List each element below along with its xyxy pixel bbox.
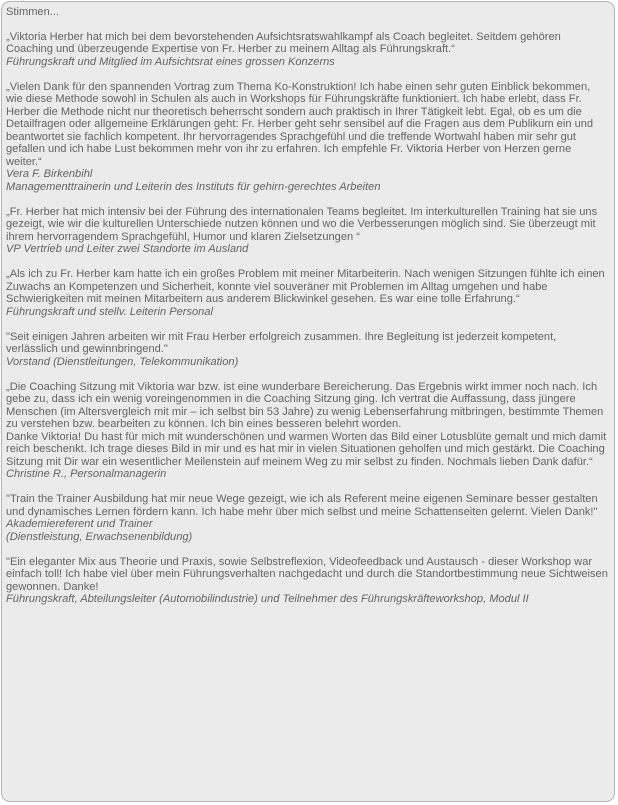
testimonial-8 <box>6 556 608 606</box>
testimonial-author: Vorstand (Dienstleitungen, Telekommunikation) <box>6 355 239 368</box>
testimonial-author-role: Managementtrainerin und Leiterin des Instituts für gehirn-gerechtes Arbeiten <box>6 180 381 193</box>
testimonial-author-detail: (Dienstleistung, Erwachsenenbildung) <box>6 530 193 543</box>
testimonial-4 <box>6 268 608 318</box>
testimonial-author: VP Vertrieb und Leiter zwei Standorte im Ausland <box>6 243 249 255</box>
testimonial-author: Christine R., Personalmanagerin <box>6 468 167 480</box>
testimonial-author: Führungskraft und stellv. Leiterin Personal <box>6 305 213 318</box>
testimonial-author: Vera F. Birkenbihl <box>6 168 93 180</box>
testimonial-quote: „Vielen Dank für den spannenden Vortrag zum Thema Ko-Konstruktion! Ich habe einen sehr guten Einblick bekommen, wie diese Methode sowohl in Schulen als auch in Workshops für Führungskräfte funktioniert. Ich habe erlebt, dass Fr. Herber die Methode nicht nur theoretisch beherrscht sondern auch praktisch in Ihrer Tätigkeit lebt. Egal, ob es um die Detailfragen oder allgemeine Erklärungen geht: Fr. Herber geht sehr sensibel auf die Fragen aus dem Publikum ein und beantwortet sie fachlich kompetent. Ihr hervorragendes Sprachgefühl und die treffende Wortwahl haben mir sehr gut gefallen und ich habe Lust bekommen mehr von ihr zu erfahren. Ich empfehle Fr. Viktoria Herber von Herzen gerne weiter.“ <box>6 80 594 168</box>
testimonial-7 <box>6 493 608 543</box>
testimonial-5 <box>6 331 608 369</box>
testimonial-quote: „Fr. Herber hat mich intensiv bei der Führung des internationalen Teams begleitet. Im interkulturellen Training hat sie uns gezeigt, wie wir die kulturellen Unterschiede nutzen können und wo die Verbesserungen möglich sind. Sie überzeugt mit ihrem hervorragendem Sprachgefühl, Humor und klaren Zielsetzungen “ <box>6 205 598 243</box>
testimonial-author: Akademiereferent und Trainer <box>6 518 153 530</box>
testimonial-quote: „Die Coaching Sitzung mit Viktoria war bzw. ist eine wunderbare Bereicherung. Das Ergebnis wirkt immer noch nach. Ich gebe zu, dass ich ein wenig voreingenommen in die Coaching Sitzung ging. Ich vertrat die Auffassung, dass jüngere Menschen (im Altersvergleich mit mir – ich selbst bin 53 Jahre) zu wenig Lebenserfahrung mitbringen, bestimmte Themen zu verstehen bzw. bearbeiten zu können. Ich bin eines besseren belehrt worden. <box>6 380 604 430</box>
testimonial-author: Führungskraft, Abteilungsleiter (Automobilindustrie) und Teilnehmer des Führungskräfteworkshop, Modul II <box>6 593 529 605</box>
testimonial-1 <box>6 31 608 69</box>
testimonial-quote: „Als ich zu Fr. Herber kam hatte ich ein großes Problem mit meiner Mitarbeiterin. Nach wenigen Sitzungen fühlte ich einen Zuwachs an Kompetenzen und Sicherheit, konnte viel souveräner mit Problemen im Alltag umgehen und habe Schwierigkeiten mit meinen Mitarbeitern aus anderem Blickwinkel gesehen. Es war eine tolle Erfahrung.“ <box>6 268 605 305</box>
testimonial-author: Führungskraft und Mitglied im Aufsichtsrat eines grossen Konzerns <box>6 55 335 68</box>
testimonial-quote-continued: Danke Viktoria! Du hast für mich mit wunderschönen und warmen Worten das Bild einer Lotusblüte gemalt und mich damit reich beschenkt. Ich trage dieses Bild in mir und es hat mir in vielen Situationen geholfen und mich gestärkt. Die Coaching Sitzung mit Dir war ein wesentlicher Meilenstein auf meinem Weg zu mir selbst zu finden. Nochmals lieben Dank dafür.“ <box>6 430 607 468</box>
testimonial-quote: "Seit einigen Jahren arbeiten wir mit Frau Herber erfolgreich zusammen. Ihre Begleitung ist jederzeit kompetent, verlässlich und gewinnbringend." <box>6 330 557 355</box>
testimonial-quote: „Viktoria Herber hat mich bei dem bevorstehenden Aufsichtsratswahlkampf als Coach begleitet. Seitdem gehören Coaching und überzeugende Expertise von Fr. Herber zu meinem Alltag als Führungskraft.“ <box>6 30 561 55</box>
testimonial-6 <box>6 381 608 481</box>
testimonials-panel <box>1 1 615 802</box>
testimonial-3 <box>6 206 608 256</box>
testimonial-quote: "Train the Trainer Ausbildung hat mir neue Wege gezeigt, wie ich als Referent meine eigenen Seminare besser gestalten und dynamisches Lernen fördern kann. Ich habe mehr über mich selbst und meine Schattenseiten gelernt. Vielen Dank!" <box>6 493 598 518</box>
testimonial-quote: "Ein eleganter Mix aus Theorie und Praxis, sowie Selbstreflexion, Videofeedback und Austausch - dieser Workshop war einfach toll! Ich habe viel über mein Führungsverhalten nachgedacht und durch die Standortbestimmung neue Sichtweisen gewonnen. Danke! <box>6 555 608 593</box>
section-heading: Stimmen... <box>6 6 60 18</box>
testimonial-2 <box>6 81 608 194</box>
